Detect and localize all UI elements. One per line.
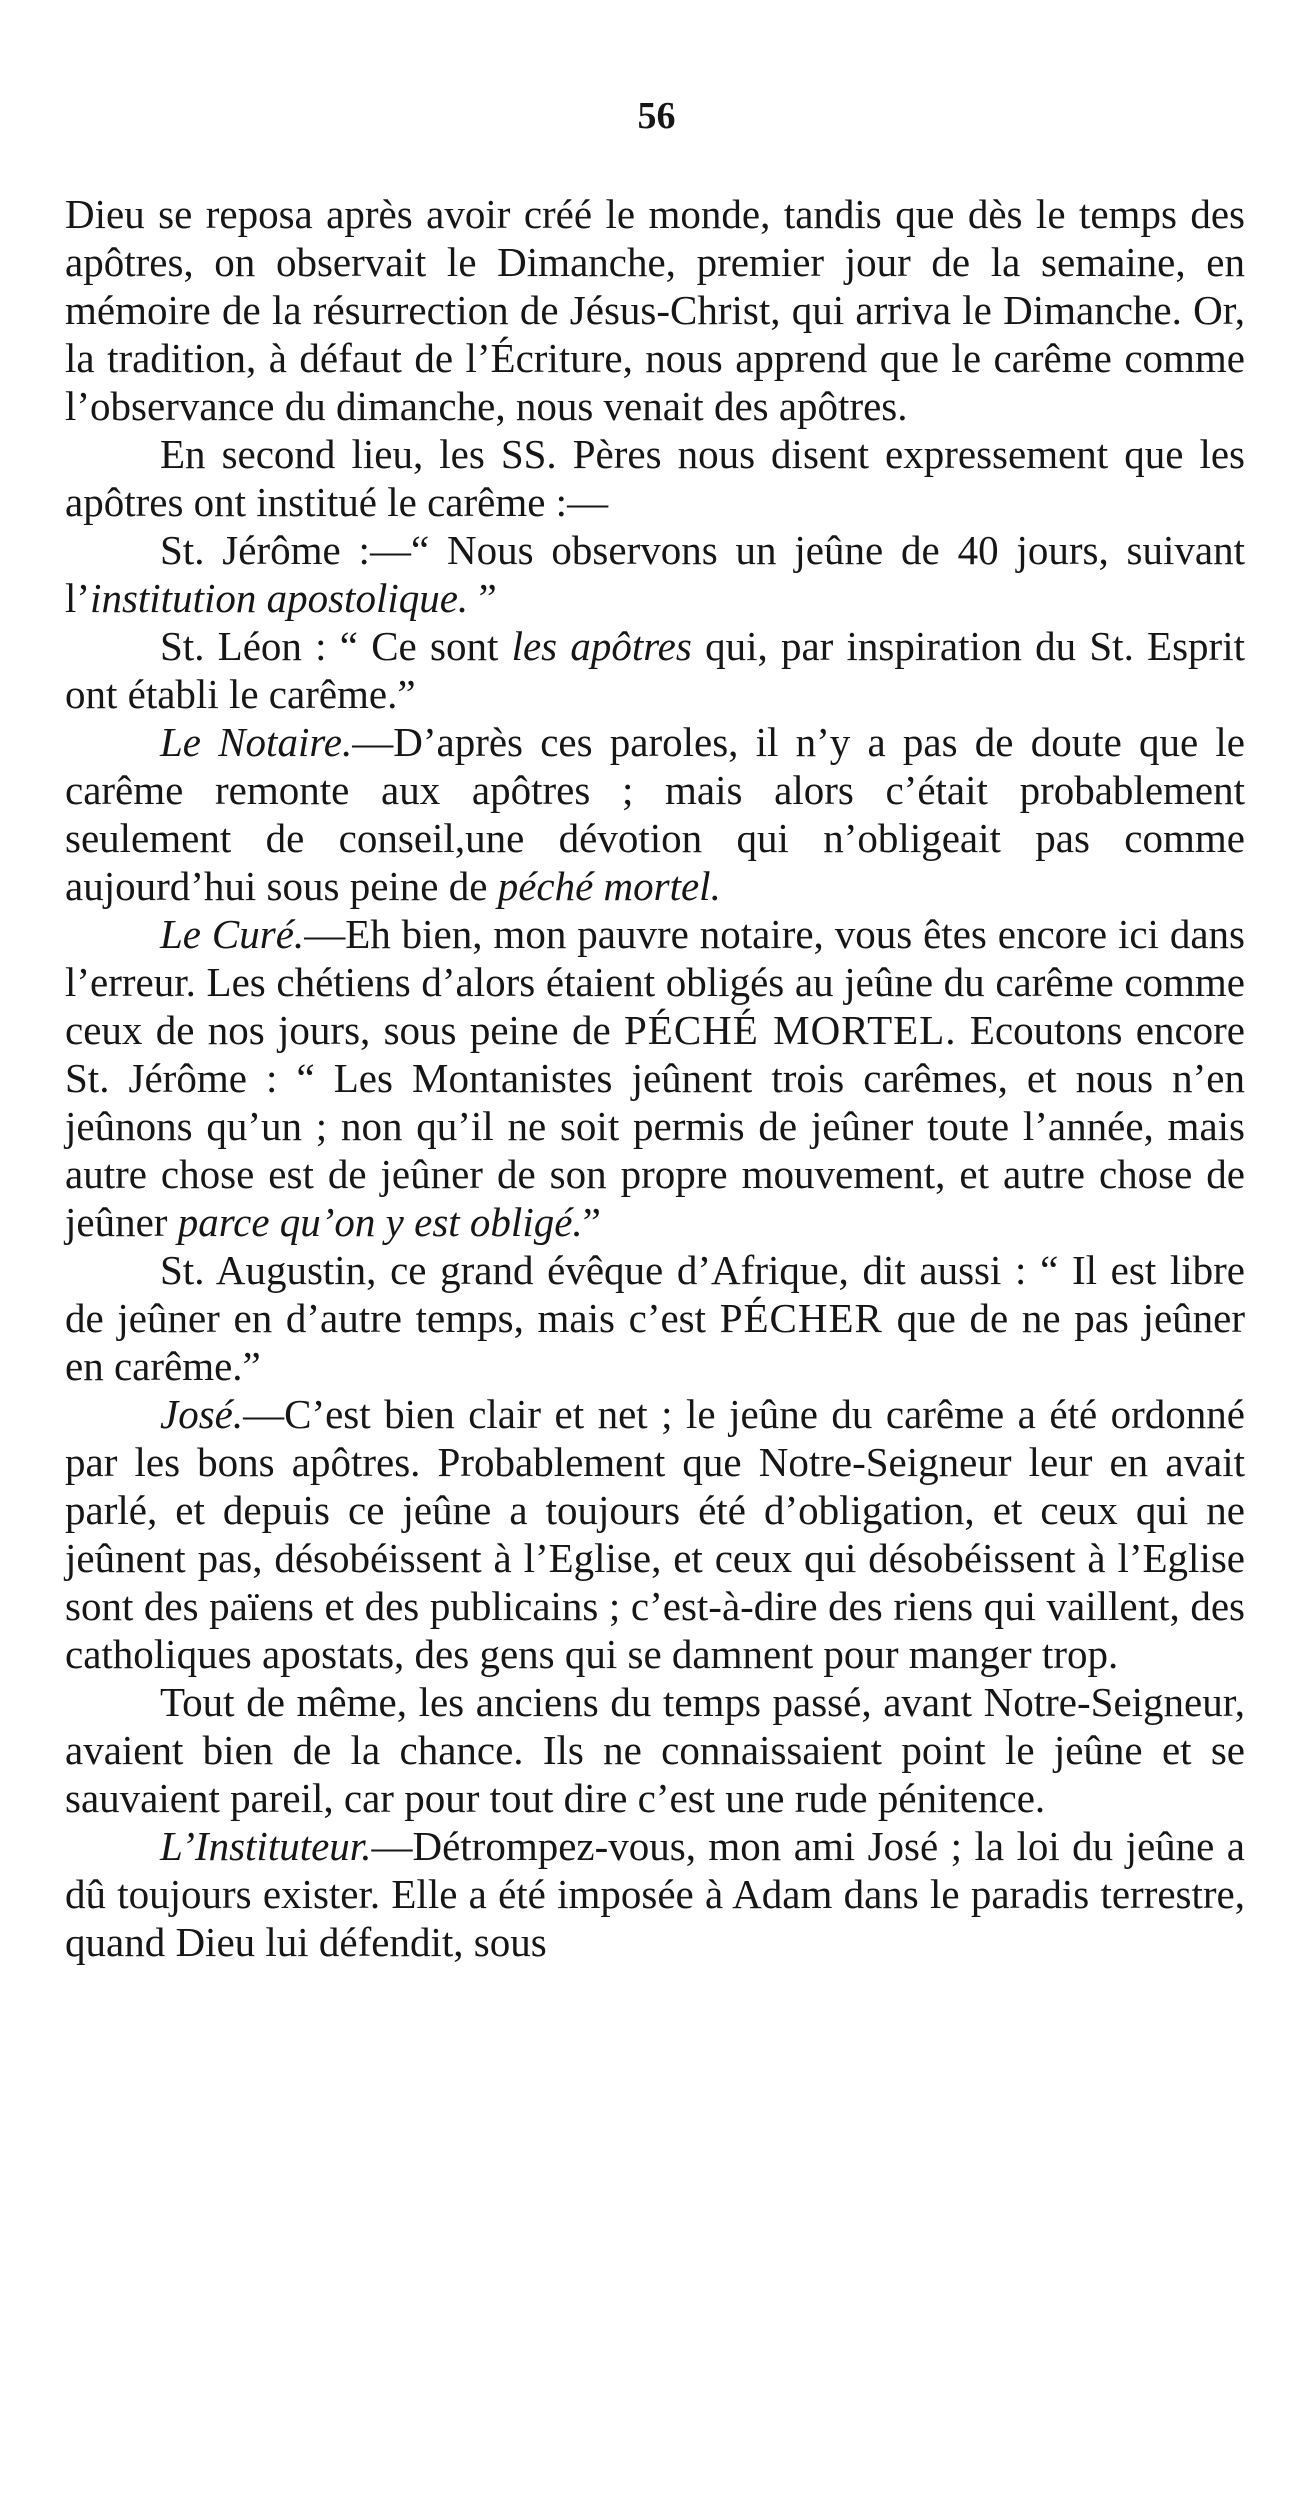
text-run: José. xyxy=(160,1391,244,1437)
paragraph xyxy=(65,526,1245,622)
text-run: L’Instituteur. xyxy=(160,1823,372,1869)
paragraph xyxy=(65,1390,1245,1678)
paragraph xyxy=(65,430,1245,526)
text-run: PÉCHÉ MORTEL. xyxy=(623,1007,957,1053)
text-run: En second lieu, les SS. Pères nous disent expressement que les apôtres ont institué le carême :— xyxy=(65,431,1245,525)
text-run: —D’après ces paroles, il n’y a pas de doute que le carême remonte aux apôtres ; mais alors c’était probablement seulement de conseil,une dévotion qui n’obligeait pas comme aujourd’hui sous peine de xyxy=(65,719,1246,909)
page-number: 56 xyxy=(637,95,676,137)
text-run: St. Léon : “ Ce sont xyxy=(160,623,512,669)
text-run: qui, par inspiration du St. Esprit ont établi le carême.” xyxy=(65,623,1245,717)
text-run: ” xyxy=(582,1199,601,1245)
text-run: Le Curé. xyxy=(160,911,305,957)
text-run: Tout de même, les anciens du temps passé, avant Notre-Seigneur, avaient bien de la chance. Ils ne connaissaient point le jeûne et se sauvaient pareil, car pour tout dire c’est une rude pénitence. xyxy=(65,1679,1245,1821)
text-run: institution apostolique. xyxy=(90,575,469,621)
paragraph xyxy=(65,622,1245,718)
paragraph xyxy=(65,1246,1245,1390)
text-run: les apôtres xyxy=(511,623,692,669)
text-run: Dieu se reposa après avoir créé le monde, tandis que dès le temps des apôtres, on observait le Dimanche, premier jour de la semaine, en mémoire de la résurrection de Jésus-Christ, qui arriva le Dimanche. Or, la tradition, à défaut de l’Écriture, nous apprend que le carême comme l’observance du dimanche, nous venait des apôtres. xyxy=(65,191,1245,429)
paragraph xyxy=(65,1678,1245,1822)
text-run: St. Augustin, ce grand évêque d’Afrique, dit aussi : “ Il est libre de jeûner en d’autre temps, mais c’est xyxy=(65,1247,1245,1341)
paragraph xyxy=(65,910,1245,1246)
text-run: que de ne pas jeûner en carême.” xyxy=(65,1295,1245,1389)
text-run: Ecoutons encore St. Jérôme : “ Les Montanistes jeûnent trois carêmes, et nous n’en jeûnons qu’un ; non qu’il ne soit permis de jeûner toute l’année, mais autre chose est de jeûner de son propre mouvement, et autre chose de jeûner xyxy=(65,1007,1245,1245)
text-body xyxy=(65,190,1245,1966)
text-run: Le Notaire. xyxy=(160,719,353,765)
text-run: St. Jérôme :—“ Nous observons un jeûne de 40 jours, suivant l’ xyxy=(65,527,1245,621)
text-run: —C’est bien clair et net ; le jeûne du carême a été ordonné par les bons apôtres. Probablement que Notre-Seigneur leur en avait parlé, et depuis ce jeûne a toujours été d’obligation, et ceux qui ne jeûnent pas, désobéissent à l’Eglise, et ceux qui désobéissent à l’Eglise sont des païens et des publicains ; c’est-à-dire des riens qui vaillent, des catholiques apostats, des gens qui se damnent pour manger trop. xyxy=(65,1391,1245,1677)
paragraph xyxy=(65,1822,1245,1966)
text-run: péché mortel. xyxy=(497,863,721,909)
text-run: PÉCHER xyxy=(719,1295,883,1341)
text-run: ” xyxy=(468,575,497,621)
paragraph xyxy=(65,190,1245,430)
text-run: parce qu’on y est obligé. xyxy=(177,1199,583,1245)
paragraph xyxy=(65,718,1245,910)
text-run: —Détrompez-vous, mon ami José ; la loi du jeûne a dû toujours exister. Elle a été imposée à Adam dans le paradis terrestre, quand Dieu lui défendit, sous xyxy=(65,1823,1245,1965)
text-run: —Eh bien, mon pauvre notaire, vous êtes encore ici dans l’erreur. Les chétiens d’alors étaient obligés au jeûne du carême comme ceux de nos jours, sous peine de xyxy=(65,911,1246,1053)
